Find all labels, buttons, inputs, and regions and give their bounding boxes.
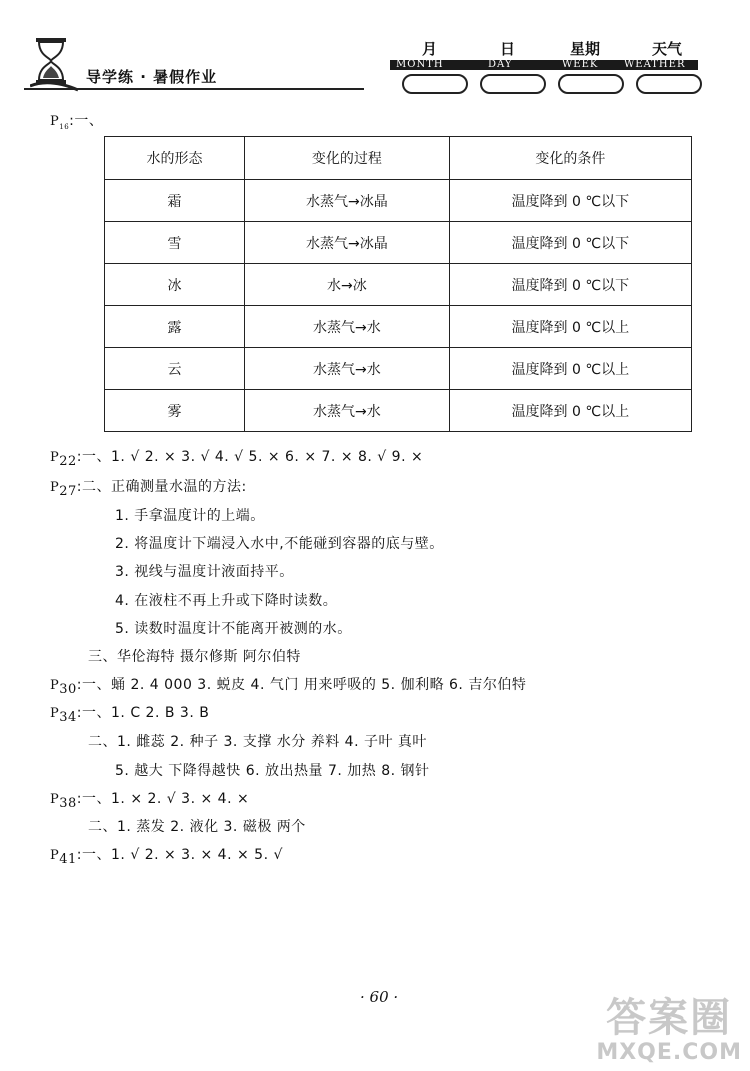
table-row [105, 180, 692, 222]
table-cell: 温度降到 0 ℃以下 [449, 222, 691, 264]
table-cell: 冰 [105, 264, 245, 306]
table-cell: 水蒸气→冰晶 [245, 180, 450, 222]
page-ref-number: 16 [59, 122, 70, 131]
date-english-bar [390, 60, 698, 70]
table-cell: 水蒸气→水 [245, 390, 450, 432]
answer-line: $P_{34}$:一、1. C 2. B 3. B [50, 705, 210, 725]
table-cell: 雪 [105, 222, 245, 264]
table-row [105, 306, 692, 348]
table-row [105, 264, 692, 306]
watermark-top: 答案圈 [606, 995, 733, 1041]
table-cell: 雾 [105, 390, 245, 432]
month-en: MONTH [396, 59, 444, 70]
table-cell: 温度降到 0 ℃以上 [449, 348, 691, 390]
table-cell: 温度降到 0 ℃以下 [449, 180, 691, 222]
answer-line: 5. 越大 下降得越快 6. 放出热量 7. 加热 8. 钢针 [115, 763, 430, 779]
table-header: 变化的过程 [245, 137, 450, 180]
answer-line: $P_{30}$:一、蛹 2. 4 000 3. 蜕皮 4. 气门 用来呼吸的 5. 伽利略 6. 吉尔伯特 [50, 677, 527, 697]
water-forms-table [104, 136, 692, 432]
answer-line: $P_{22}$:一、1. √ 2. × 3. √ 4. √ 5. × 6. × 7. × 8. √ 9. × [50, 449, 424, 469]
answer-line: $P_{27}$:二、正确测量水温的方法: [50, 479, 247, 499]
answer-line: 3. 视线与温度计液面持平。 [115, 564, 294, 580]
table-cell: 温度降到 0 ℃以下 [449, 264, 691, 306]
table-cell: 水蒸气→水 [245, 348, 450, 390]
table-cell: 露 [105, 306, 245, 348]
month-label: 月 [422, 40, 438, 58]
week-label: 星期 [570, 40, 601, 58]
watermark-logo [596, 996, 742, 1065]
week-en: WEEK [562, 59, 599, 70]
table-cell: 云 [105, 348, 245, 390]
table-cell: 水蒸气→水 [245, 306, 450, 348]
table-row [105, 222, 692, 264]
table-cell: 水蒸气→冰晶 [245, 222, 450, 264]
day-field [480, 74, 546, 94]
week-field [558, 74, 624, 94]
table-row [105, 348, 692, 390]
answer-line: $P_{41}$:一、1. √ 2. × 3. × 4. × 5. √ [50, 847, 283, 867]
table-row [105, 390, 692, 432]
table-header-row [105, 137, 692, 180]
page-ref: P [50, 114, 60, 129]
section-tail: :一、 [69, 113, 104, 129]
weather-label: 天气 [652, 40, 683, 58]
hourglass-icon [30, 36, 80, 92]
answer-line: 2. 将温度计下端浸入水中,不能碰到容器的底与壁。 [115, 536, 444, 552]
table-header: 变化的条件 [449, 137, 691, 180]
page-number: · 60 · [360, 988, 399, 1006]
day-en: DAY [488, 59, 513, 70]
date-labels [390, 38, 700, 58]
weather-en: WEATHER [624, 59, 686, 70]
watermark-bottom: MXQE.COM [596, 1040, 742, 1065]
table-cell: 温度降到 0 ℃以上 [449, 306, 691, 348]
answer-line: $P_{38}$:一、1. × 2. √ 3. × 4. × [50, 791, 250, 811]
table-header: 水的形态 [105, 137, 245, 180]
table-cell: 霜 [105, 180, 245, 222]
answer-line: 1. 手拿温度计的上端。 [115, 508, 265, 524]
brand-title: 导学练 · 暑假作业 [86, 68, 218, 86]
answer-line: 三、华伦海特 摄尔修斯 阿尔伯特 [88, 649, 301, 665]
table-cell: 温度降到 0 ℃以上 [449, 390, 691, 432]
answer-line: 5. 读数时温度计不能离开被测的水。 [115, 621, 352, 637]
month-field [402, 74, 468, 94]
weather-field [636, 74, 702, 94]
day-label: 日 [500, 40, 516, 58]
answer-line: 4. 在液柱不再上升或下降时读数。 [115, 593, 338, 609]
answer-line: 二、1. 蒸发 2. 液化 3. 磁极 两个 [88, 819, 306, 835]
answer-line: 二、1. 雌蕊 2. 种子 3. 支撑 水分 养料 4. 子叶 真叶 [88, 734, 427, 750]
section-p16-heading [50, 110, 103, 131]
header-divider [24, 88, 364, 90]
table-cell: 水→冰 [245, 264, 450, 306]
